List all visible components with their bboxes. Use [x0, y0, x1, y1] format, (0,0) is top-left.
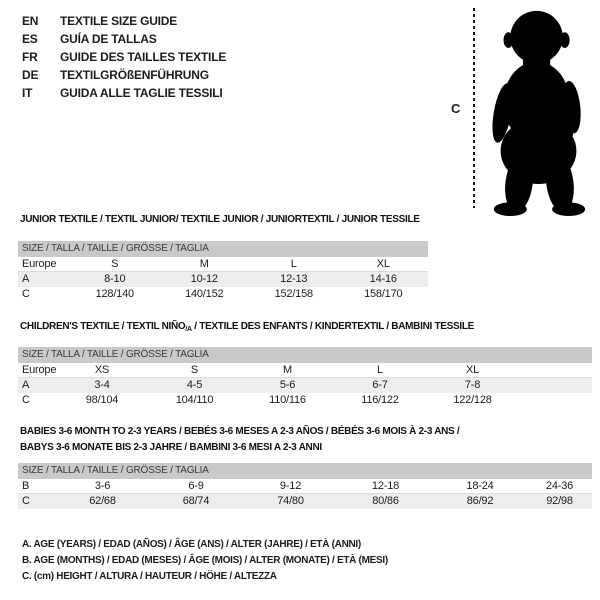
language-code: FR: [22, 50, 38, 64]
title-line-2: BABYS 3-6 MONATE BIS 2-3 JAHRE / BAMBINI 3-6 MESI A 2-3 ANNI: [20, 442, 322, 453]
table-row-europe: [18, 257, 428, 272]
toddler-silhouette-icon: [480, 8, 597, 217]
value-cell: 18-24: [466, 480, 494, 492]
value-cell: 9-12: [279, 480, 302, 492]
title-text: CHILDREN'S TEXTILE / TEXTIL NIÑO: [20, 321, 186, 332]
language-row: [22, 66, 226, 84]
language-code: IT: [22, 86, 33, 100]
value-cell: 3-6: [94, 480, 111, 492]
table-row-age: [18, 378, 592, 393]
language-code: EN: [22, 14, 39, 28]
note-age-months: B. AGE (MONTHS) / EDAD (MESES) / ÂGE (MOIS) / ALTER (MONATE) / ETÀ (MESI): [22, 555, 388, 566]
value-cell: 6-9: [188, 480, 204, 492]
table-row-height: [18, 494, 592, 509]
height-measure-dashed-line: [473, 8, 475, 208]
note-height-cm: C. (cm) HEIGHT / ALTURA / HAUTEUR / HÖHE / ALTEZZA: [22, 571, 277, 582]
size-cell: XS: [94, 364, 110, 376]
language-row: [22, 12, 226, 30]
row-label: C: [22, 495, 30, 507]
value-cell: 152/158: [274, 288, 313, 300]
size-cell: S: [111, 258, 119, 270]
value-cell: 122/128: [453, 394, 492, 406]
value-cell: 14-16: [369, 273, 397, 285]
value-cell: 74/80: [277, 495, 304, 507]
size-cell: L: [290, 258, 297, 270]
value-cell: 98/104: [85, 394, 119, 406]
size-cell: L: [377, 364, 383, 376]
value-cell: 158/170: [364, 288, 403, 300]
size-header-bar: SIZE / TALLA / TAILLE / GRÖSSE / TAGLIA: [18, 347, 592, 363]
value-cell: 140/152: [185, 288, 224, 300]
value-cell: 86/92: [466, 495, 494, 507]
language-row: [22, 48, 226, 66]
value-cell: 80/86: [372, 495, 399, 507]
row-label: C: [22, 394, 30, 406]
row-label: A: [22, 273, 30, 285]
babies-size-table: [18, 463, 592, 509]
language-code: DE: [22, 68, 39, 82]
section-title-children: [20, 321, 474, 333]
value-cell: 10-12: [190, 273, 218, 285]
row-label: Europe: [22, 364, 57, 376]
note-age-years: A. AGE (YEARS) / EDAD (AÑOS) / ÂGE (ANS) / ALTER (JAHRE) / ETÀ (ANNI): [22, 539, 361, 550]
section-title-babies: [20, 424, 459, 456]
junior-size-table: [18, 241, 428, 302]
language-code: ES: [22, 32, 38, 46]
title-subscript: /A: [185, 326, 192, 333]
value-cell: 116/122: [361, 394, 399, 406]
legend-notes: [22, 537, 388, 585]
language-title-list: [22, 12, 226, 102]
value-cell: 12-18: [371, 480, 400, 492]
guide-title: GUIDE DES TAILLES TEXTILE: [60, 50, 227, 64]
value-cell: 4-5: [186, 379, 203, 391]
value-cell: 3-4: [94, 379, 110, 391]
table-row-europe: [18, 363, 592, 378]
value-cell: 110/116: [269, 394, 306, 406]
value-cell: 8-10: [104, 273, 126, 285]
row-label: Europe: [22, 258, 57, 270]
value-cell: 62/68: [89, 495, 116, 507]
size-header-bar: SIZE / TALLA / TAILLE / GRÖSSE / TAGLIA: [18, 463, 592, 479]
value-cell: 6-7: [372, 379, 388, 391]
value-cell: 68/74: [182, 495, 210, 507]
height-measure-label: C: [451, 101, 461, 116]
value-cell: 128/140: [95, 288, 134, 300]
value-cell: 92/98: [546, 495, 573, 507]
value-cell: 5-6: [279, 379, 296, 391]
guide-title: GUÍA DE TALLAS: [60, 32, 157, 46]
table-row-age: [18, 272, 428, 287]
table-row-height: [18, 287, 428, 302]
size-cell: M: [283, 364, 292, 376]
row-label: C: [22, 288, 30, 300]
section-title-junior: JUNIOR TEXTILE / TEXTIL JUNIOR/ TEXTILE JUNIOR / JUNIORTEXTIL / JUNIOR TESSILE: [20, 214, 420, 225]
table-row-age-months: [18, 479, 592, 494]
size-cell: XL: [465, 364, 480, 376]
title-line-1: BABIES 3-6 MONTH TO 2-3 YEARS / BEBÉS 3-6 MESES A 2-3 AÑOS / BÉBÉS 3-6 MOIS À 2-3 ANS /: [20, 426, 460, 437]
size-cell: S: [190, 364, 199, 376]
table-row-height: [18, 393, 592, 408]
value-cell: 104/110: [175, 394, 214, 406]
row-label: A: [22, 379, 30, 391]
language-row: [22, 30, 226, 48]
row-label: B: [22, 480, 30, 492]
title-text: / TEXTILE DES ENFANTS / KINDERTEXTIL / BAMBINI TESSILE: [191, 321, 475, 332]
value-cell: 24-36: [545, 480, 574, 492]
value-cell: 7-8: [464, 379, 481, 391]
value-cell: 12-13: [280, 273, 308, 285]
guide-title: TEXTILGRÖßENFÜHRUNG: [60, 68, 209, 82]
size-header-bar: SIZE / TALLA / TAILLE / GRÖSSE / TAGLIA: [18, 241, 428, 257]
children-size-table: [18, 347, 592, 408]
guide-title: TEXTILE SIZE GUIDE: [60, 14, 178, 28]
size-cell: M: [199, 258, 209, 270]
language-row: [22, 84, 226, 102]
size-cell: XL: [376, 258, 390, 270]
guide-title: GUIDA ALLE TAGLIE TESSILI: [60, 86, 223, 100]
